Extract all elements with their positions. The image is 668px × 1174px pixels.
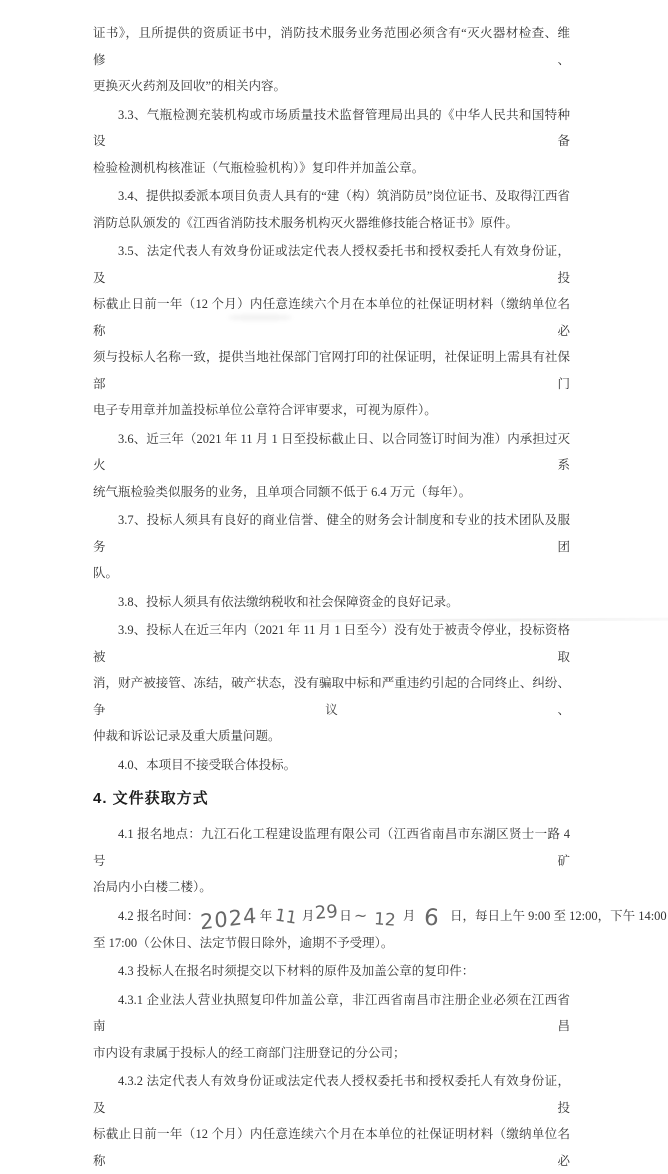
- text-line: 消防总队颁发的《江西省消防技术服务机构灭火器维修技能合格证书》原件。: [93, 215, 519, 230]
- handwritten-end-month: 12: [373, 908, 397, 931]
- paragraph-item-4-2: [93, 900, 667, 957]
- text-line: 标截止日前一年（12 个月）内任意连续六个月在本单位的社保证明材料（缴纳单位名称必: [93, 297, 570, 338]
- text-line: 4.3.1 企业法人营业执照复印件加盖公章，非江西省南昌市注册企业必须在江西省南昌: [93, 992, 570, 1033]
- text-line: 3.3、气瓶检测充装机构或市场质量技术监督管理局出具的《中华人民共和国特种设备: [93, 107, 570, 148]
- text-line: 统气瓶检验类似服务的业务，且单项合同额不低于 6.4 万元（每年）。: [93, 484, 472, 499]
- text-line: 仲裁和诉讼记录及重大质量问题。: [93, 729, 281, 743]
- text-line: 消，财产被接管、冻结，破产状态，没有骗取中标和严重违约引起的合同终止、纠纷、争议、: [93, 676, 570, 717]
- text-line: 3.8、投标人须具有依法缴纳税收和社会保障资金的良好记录。: [118, 594, 459, 609]
- text-line: 4.1 报名地点：九江石化工程建设监理有限公司（江西省南昌市东湖区贤士一路 4 号矿: [93, 827, 570, 868]
- handwritten-start-month: 11: [273, 904, 299, 929]
- paragraph-item-3-7: [93, 507, 570, 587]
- printed-time-detail: 日，每日上午 9:00 至 12:00，下午 14:00: [450, 908, 667, 923]
- text-line: 须与投标人名称一致，提供当地社保部门官网打印的社保证明，社保证明上需具有社保部门: [93, 350, 570, 391]
- paragraph-item-4-0: [93, 752, 570, 779]
- text-line: 3.9、投标人在近三年内（2021 年 11 月 1 日至今）没有处于被责令停业，投标资格被取: [93, 623, 570, 664]
- text-line: 4.3 投标人在报名时须提交以下材料的原件及加盖公章的复印件：: [118, 964, 475, 978]
- handwritten-tilde: ~: [353, 905, 368, 925]
- paragraph-item-3-5: [93, 238, 570, 424]
- paragraph-item-3-6: [93, 426, 570, 506]
- paragraph-cert-continuation: [93, 20, 570, 100]
- text-line: 检验检测机构核准证（气瓶检验机构）》复印件并加盖公章。: [93, 160, 425, 175]
- text-line: 证书》，且所提供的资质证书中，消防技术服务业务范围必须含有“灭火器材检查、维修、: [93, 26, 570, 67]
- printed-day-char: 日: [339, 908, 352, 923]
- registration-time-line: [93, 900, 667, 935]
- paragraph-item-4-3: [93, 958, 570, 985]
- text-line: 3.7、投标人须具有良好的商业信誉、健全的财务会计制度和专业的技术团队及服务团: [93, 513, 570, 554]
- section-4-heading: 4. 文件获取方式: [93, 790, 209, 807]
- text-line: 电子专用章并加盖投标单位公章符合评审要求，可视为原件）。: [93, 403, 437, 417]
- printed-month-char: 月: [301, 908, 315, 923]
- paragraph-item-3-4: [93, 183, 570, 236]
- document-body: [93, 20, 667, 1174]
- paragraph-item-3-8: [93, 589, 570, 616]
- printed-year-char: 年: [259, 908, 273, 923]
- paragraph-item-3-9: [93, 617, 570, 750]
- text-line: 4.0、本项目不接受联合体投标。: [118, 757, 297, 772]
- text-line: 队。: [93, 566, 119, 580]
- handwritten-start-day: 29: [314, 900, 340, 924]
- paragraph-item-4-3-1: [93, 987, 570, 1067]
- text-line: 更换灭火药剂及回收”的相关内容。: [93, 79, 287, 93]
- text-line: 4.3.2 法定代表人有效身份证或法定代表人授权委托书和授权委托人有效身份证，及投: [93, 1074, 570, 1115]
- handwritten-end-day: 6: [423, 903, 441, 932]
- text-line: 冶局内小白楼二楼）。: [93, 880, 212, 894]
- paragraph-item-3-3: [93, 102, 570, 182]
- printed-month-char: 月: [402, 908, 416, 923]
- text-line: 3.6、近三年（2021 年 11 月 1 日至投标截止日、以合同签订时间为准）内承担过灭火系: [93, 431, 570, 472]
- paragraph-item-4-3-2: [93, 1068, 570, 1174]
- text-line: 至 17:00（公休日、法定节假日除外，逾期不予受理）。: [93, 935, 394, 950]
- text-line: 标截止日前一年（12 个月）内任意连续六个月在本单位的社保证明材料（缴纳单位名称必: [93, 1127, 570, 1168]
- handwritten-year: 2024: [199, 902, 259, 935]
- text-line: 3.5、法定代表人有效身份证或法定代表人授权委托书和授权委托人有效身份证，及投: [93, 244, 570, 285]
- text-line: 市内设有隶属于投标人的经工商部门注册登记的分公司；: [93, 1045, 406, 1060]
- printed-label-registration-time: 4.2 报名时间：: [118, 908, 200, 923]
- text-line: 3.4、提供拟委派本项目负责人具有的“建（构）筑消防员”岗位证书、及取得江西省: [118, 189, 570, 203]
